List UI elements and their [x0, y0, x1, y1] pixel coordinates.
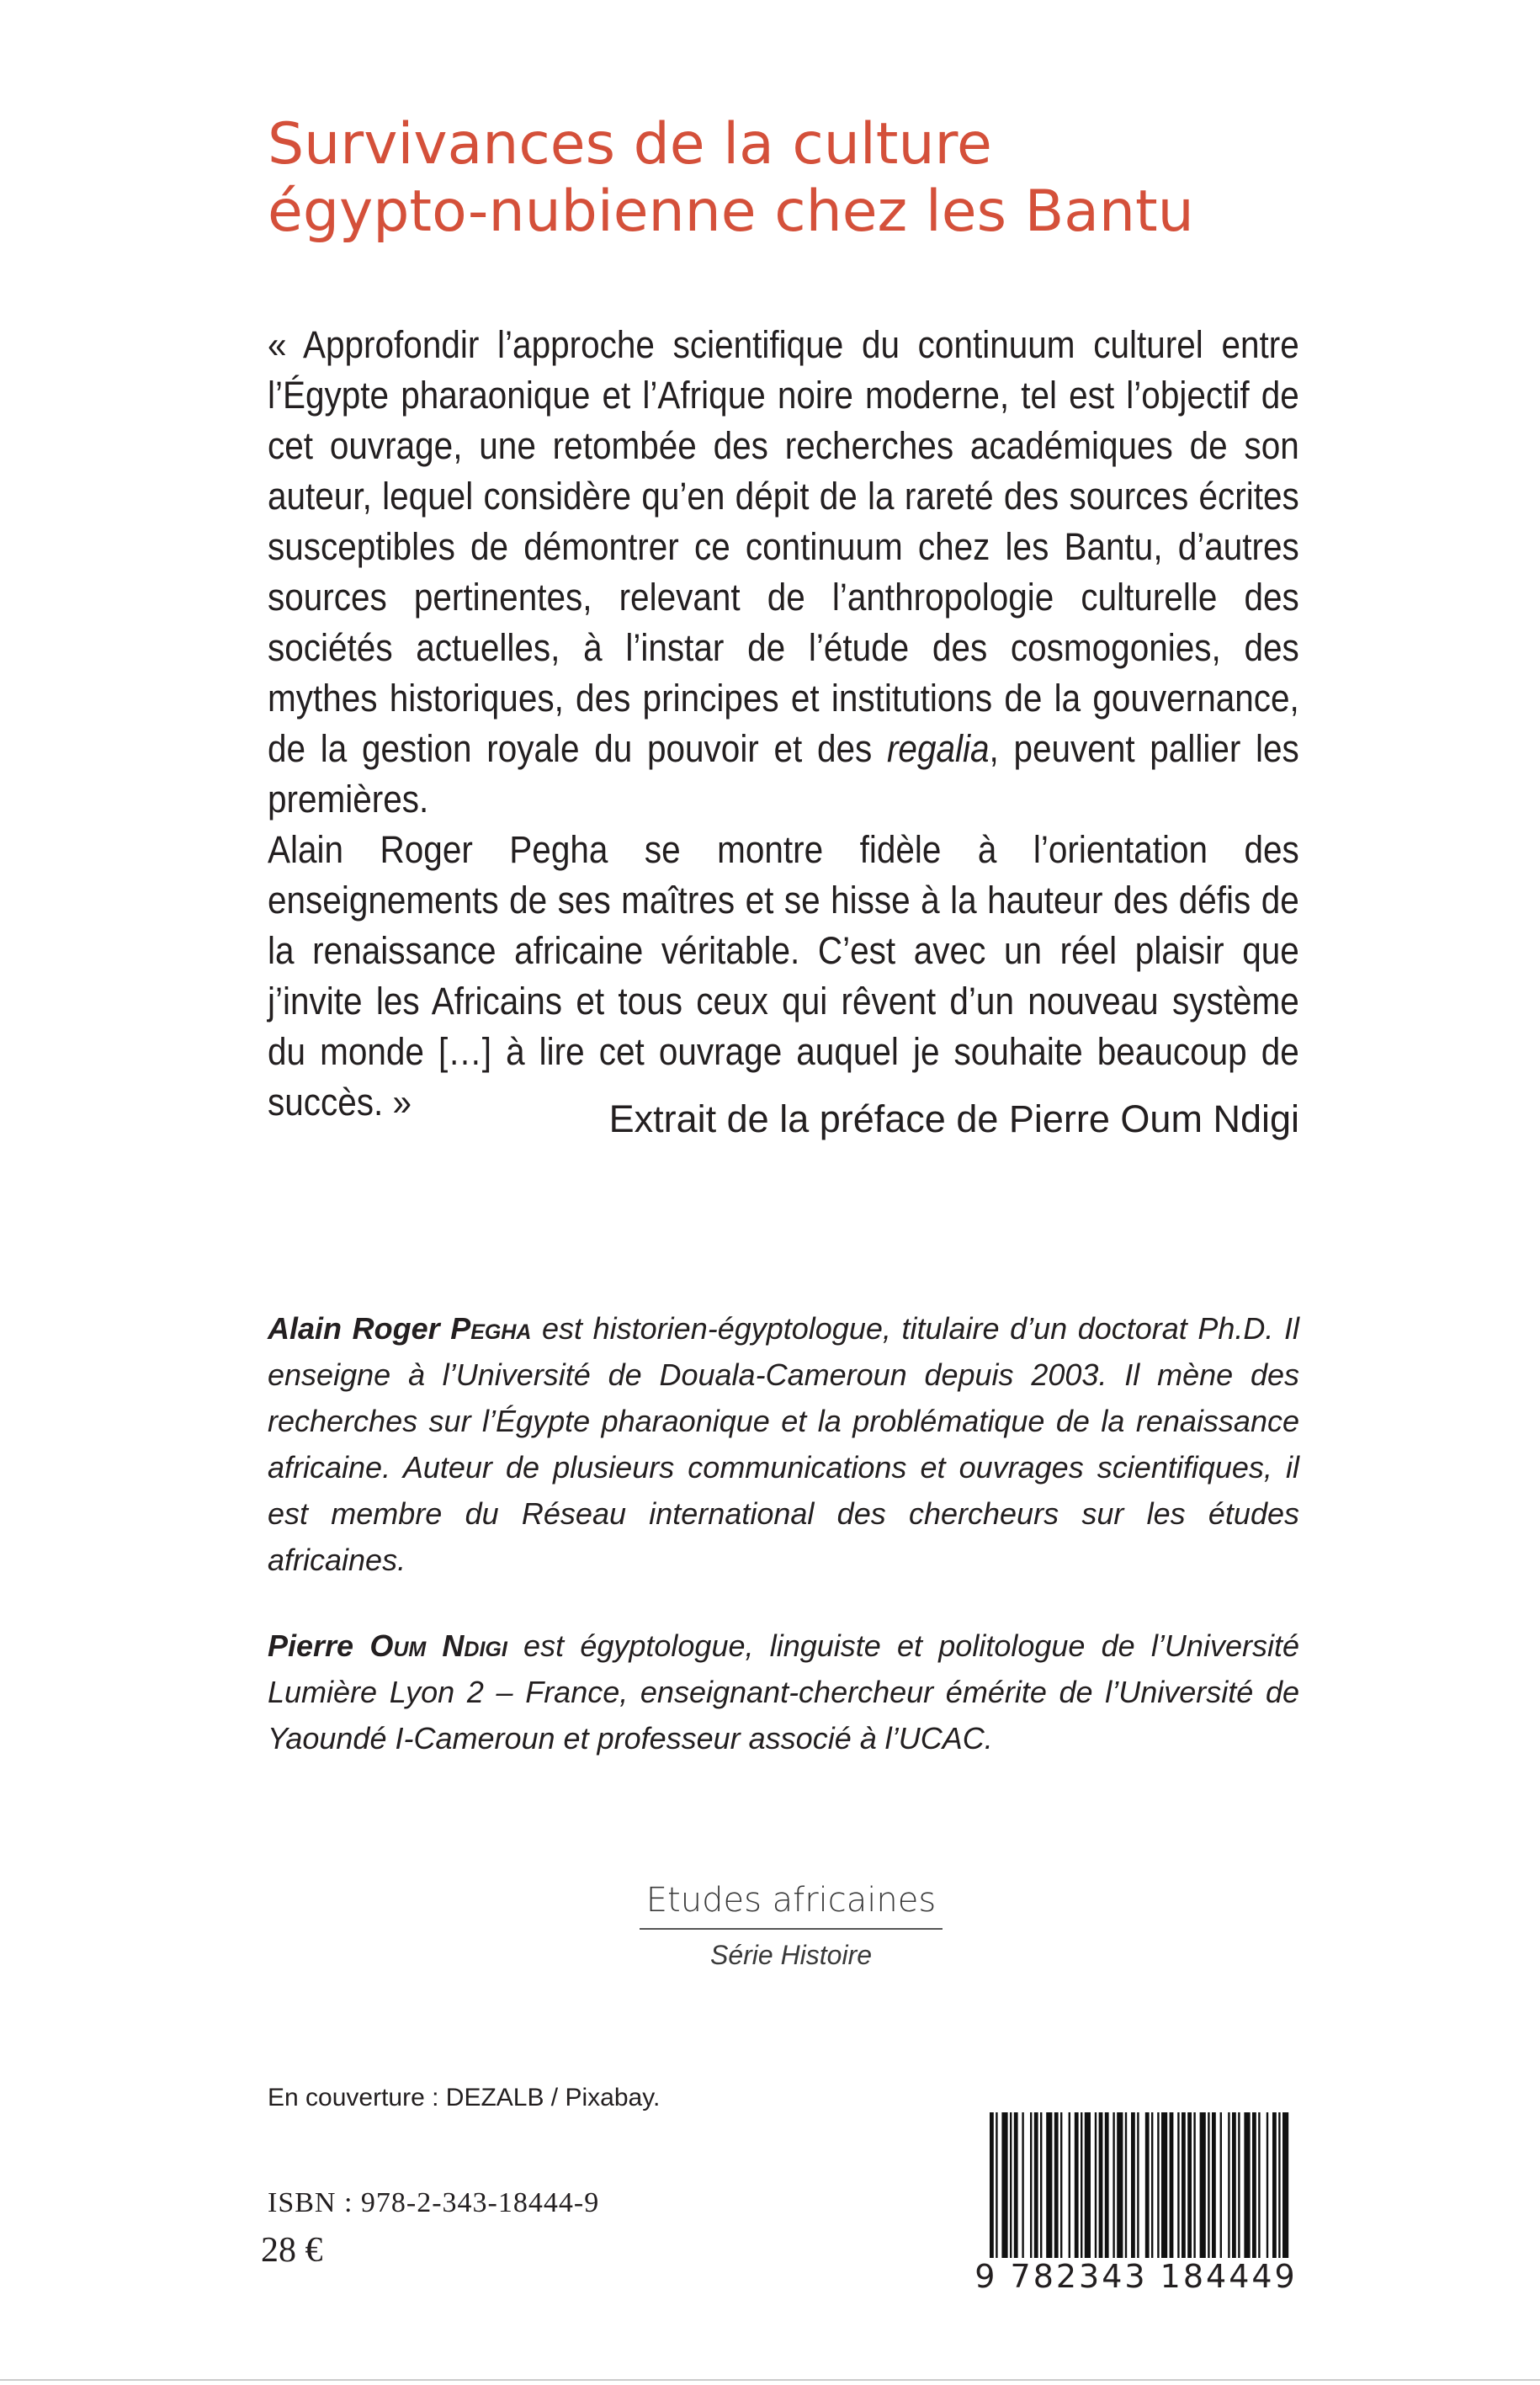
quote-italic-word: regalia	[886, 727, 990, 770]
series-block	[640, 1881, 943, 1971]
barcode-bar	[1252, 2112, 1256, 2272]
isbn: ISBN : 978-2-343-18444-9	[268, 2187, 600, 2218]
author-bio-text: est historien-égyptologue, titulaire d’un doctorat Ph.D. Il enseigne à l’Université de Douala-Cameroun depuis 2003. Il mène des recherches sur l’Égypte pharaonique et la problématique de la renaissance africaine. Auteur de plusieurs communications et ouvrages scientifiques, il est membre du Réseau international des chercheurs sur les études africaines.	[268, 1311, 1299, 1577]
preface-author-surname: Oum Ndigi	[369, 1628, 507, 1663]
barcode-bar	[1212, 2112, 1216, 2272]
barcode-bar	[1267, 2112, 1268, 2272]
barcode-bar	[1228, 2112, 1229, 2272]
quote-paragraph-1	[268, 320, 1299, 825]
barcode-bar	[1069, 2112, 1070, 2272]
cover-credit: En couverture : DEZALB / Pixabay.	[268, 2084, 661, 2111]
barcode-bar	[1282, 2112, 1288, 2272]
series-subtitle: Série Histoire	[709, 1940, 873, 1970]
barcode-bar	[1113, 2112, 1114, 2272]
barcode-bar	[1238, 2112, 1240, 2272]
barcode-bar	[1157, 2112, 1159, 2272]
barcode-bar	[1060, 2112, 1062, 2272]
barcode-bar	[1030, 2112, 1032, 2272]
barcode-bar	[1177, 2112, 1179, 2272]
barcode-bar	[1278, 2112, 1280, 2272]
barcode-bar	[1131, 2112, 1135, 2272]
barcode-bar	[990, 2112, 994, 2272]
barcode-bar	[1151, 2112, 1153, 2272]
barcode-bar	[996, 2112, 997, 2272]
quote-text-1: « Approfondir l’approche scientifique du continuum culturel entre l’Égypte pharaonique et l’Afrique noire moderne, tel est l’objectif de cet ouvrage, une retombée des recherches académiques de son auteur, lequel considère qu’en dépit de la rareté des sources écrites susceptibles de démontrer ce continuum chez les Bantu, d’autres sources pertinentes, relevant de l’anthropologie culturelle des sociétés actuelles, à l’instar de l’étude des cosmogonies, des mythes historiques, des principes et institutions de la gouvernance, de la gestion royale du pouvoir et des	[268, 323, 1299, 770]
barcode-bar	[1145, 2112, 1150, 2272]
preface-quote	[268, 320, 1299, 1128]
barcode-bar	[1220, 2112, 1222, 2272]
barcode-bar	[1182, 2112, 1186, 2272]
barcode-bar	[1193, 2112, 1195, 2272]
barcode-bar	[1232, 2112, 1236, 2272]
author-surname: Pegha	[450, 1311, 532, 1346]
barcode-bar	[1187, 2112, 1192, 2272]
series-title: Etudes africaines	[640, 1881, 943, 1930]
barcode-bar	[1022, 2112, 1023, 2272]
barcode-bar	[1161, 2112, 1167, 2272]
barcode-bar	[1125, 2112, 1127, 2272]
barcode-bar	[1208, 2112, 1209, 2272]
barcode-bar	[1046, 2112, 1052, 2272]
author-first-name: Alain Roger	[268, 1311, 440, 1346]
barcode-bar	[1075, 2112, 1079, 2272]
barcode-bar	[1244, 2112, 1250, 2272]
barcode-bar	[1137, 2112, 1139, 2272]
barcode-bar	[1010, 2112, 1012, 2272]
quote-paragraph-2: Alain Roger Pegha se montre fidèle à l’orientation des enseignements de ses maîtres et se hisse à la hauteur des défis de la renaissance africaine véritable. C’est avec un réel plaisir que j’invite les Africains et tous ceux qui rêvent d’un nouveau système du monde […] à lire cet ouvrage auquel je souhaite beaucoup de succès. »	[268, 828, 1299, 1123]
barcode-bar	[1001, 2112, 1007, 2272]
quote-source: Extrait de la préface de Pierre Oum Ndigi	[608, 1097, 1299, 1140]
barcode-bar	[1200, 2112, 1206, 2272]
author-bio	[268, 1305, 1299, 1583]
preface-author-first-name: Pierre	[268, 1628, 354, 1663]
barcode-bar	[1095, 2112, 1097, 2272]
book-title	[268, 111, 1362, 246]
barcode-bar	[1085, 2112, 1091, 2272]
barcode-bar	[1040, 2112, 1042, 2272]
barcode-bar	[1258, 2112, 1260, 2272]
barcode-bar	[1034, 2112, 1038, 2272]
price: 28 €	[261, 2231, 323, 2270]
barcode-bar	[1170, 2112, 1174, 2272]
barcode-digits: 9 782343 184449	[968, 2258, 1304, 2295]
bottom-divider	[0, 2379, 1540, 2381]
preface-author-bio	[268, 1623, 1299, 1761]
barcode-bar	[1081, 2112, 1082, 2272]
preface-author-bio-text: est égyptologue, linguiste et politologue de l’Université Lumière Lyon 2 – France, enseignant-chercheur émérite de l’Université de Yaoundé I-Cameroun et professeur associé à l’UCAC.	[268, 1628, 1299, 1756]
barcode-bar	[1117, 2112, 1123, 2272]
barcode-bar	[1014, 2112, 1018, 2272]
barcode-bar	[1099, 2112, 1103, 2272]
book-title-line-2: égypto-nubienne chez les Bantu	[268, 178, 1194, 245]
barcode-bar	[1054, 2112, 1059, 2272]
barcode-bar	[1272, 2112, 1277, 2272]
barcode-bar	[1105, 2112, 1109, 2272]
book-title-line-1: Survivances de la culture	[268, 111, 992, 178]
quote-text-2: , peuvent pallier les premières.	[268, 727, 1299, 821]
